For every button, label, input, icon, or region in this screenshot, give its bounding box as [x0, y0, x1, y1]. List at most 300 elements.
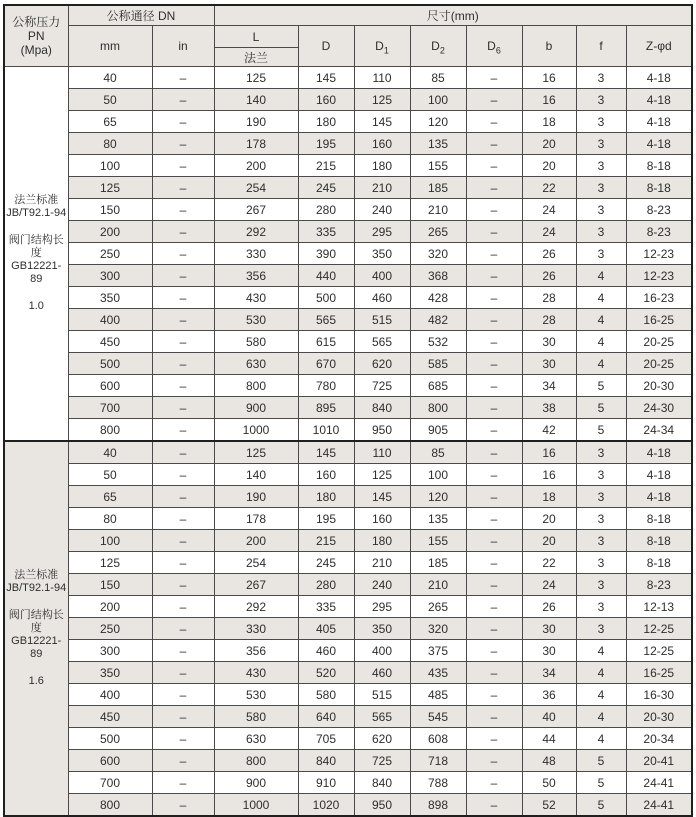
dimension-cell: 16-23	[626, 287, 692, 309]
dimension-cell: –	[152, 199, 214, 221]
dimension-cell: 545	[410, 706, 466, 728]
dimension-cell: –	[152, 530, 214, 552]
dimension-cell: 700	[68, 397, 152, 419]
dimension-cell: 895	[298, 397, 354, 419]
dimension-cell: 840	[354, 397, 410, 419]
dimension-cell: –	[466, 596, 522, 618]
dimension-cell: –	[152, 574, 214, 596]
dimension-cell: –	[152, 397, 214, 419]
dimension-cell: 20	[522, 530, 576, 552]
dimension-cell: –	[152, 111, 214, 133]
dimension-cell: 4	[576, 728, 626, 750]
dimension-cell: 3	[576, 221, 626, 243]
dimension-cell: 400	[354, 265, 410, 287]
dimension-cell: 840	[354, 772, 410, 794]
dimension-cell: 450	[68, 331, 152, 353]
dimension-cell: –	[466, 684, 522, 706]
dimension-cell: 292	[214, 596, 298, 618]
dimension-cell: 8-18	[626, 530, 692, 552]
dimension-cell: 195	[298, 508, 354, 530]
dimension-cell: 4-18	[626, 89, 692, 111]
dimension-cell: 100	[68, 155, 152, 177]
dimension-cell: 20	[522, 508, 576, 530]
dimension-cell: 375	[410, 640, 466, 662]
col-header-l: L	[214, 26, 298, 48]
dimension-cell: 390	[298, 243, 354, 265]
dimension-cell: 178	[214, 508, 298, 530]
dimension-cell: 400	[354, 640, 410, 662]
dimension-cell: –	[466, 133, 522, 155]
dimension-cell: 400	[68, 309, 152, 331]
dimension-cell: 335	[298, 221, 354, 243]
dimension-cell: 840	[298, 750, 354, 772]
dimension-cell: 8-23	[626, 221, 692, 243]
dimension-cell: 125	[354, 464, 410, 486]
dimension-cell: 125	[68, 552, 152, 574]
dimension-cell: 30	[522, 331, 576, 353]
dimension-cell: –	[152, 375, 214, 397]
dimension-cell: 22	[522, 177, 576, 199]
dimension-cell: 5	[576, 794, 626, 817]
dimension-cell: 900	[214, 397, 298, 419]
pressure-header-line: (Mpa)	[20, 43, 52, 57]
dimension-cell: 428	[410, 287, 466, 309]
dimension-cell: 24	[522, 574, 576, 596]
dimension-cell: 18	[522, 486, 576, 508]
dimension-cell: 3	[576, 486, 626, 508]
dimension-cell: 150	[68, 199, 152, 221]
dimension-cell: 26	[522, 243, 576, 265]
dimension-cell: 4	[576, 640, 626, 662]
dimension-cell: 4-18	[626, 464, 692, 486]
table-row	[4, 111, 692, 133]
table-row	[4, 574, 692, 596]
dimension-cell: –	[152, 243, 214, 265]
dimension-cell: 5	[576, 397, 626, 419]
dimension-cell: 145	[354, 486, 410, 508]
dimension-cell: –	[466, 530, 522, 552]
dimension-cell: 482	[410, 309, 466, 331]
dimension-cell: –	[152, 728, 214, 750]
table-row	[4, 441, 692, 464]
dimension-cell: 3	[576, 464, 626, 486]
dimension-cell: 3	[576, 530, 626, 552]
col-header-d2-main: D	[431, 39, 440, 53]
dimension-cell: 600	[68, 750, 152, 772]
dimension-cell: 20-25	[626, 353, 692, 375]
dimension-cell: 350	[354, 618, 410, 640]
dimension-cell: 350	[354, 243, 410, 265]
dimension-cell: 530	[214, 309, 298, 331]
dimension-cell: 16	[522, 441, 576, 464]
dimension-cell: 160	[298, 464, 354, 486]
dimension-cell: 50	[68, 89, 152, 111]
table-row	[4, 596, 692, 618]
dimension-cell: 405	[298, 618, 354, 640]
dimension-cell: 267	[214, 199, 298, 221]
dimension-cell: –	[152, 706, 214, 728]
dimension-cell: 190	[214, 486, 298, 508]
section-label-line: 阀门结构长度	[8, 609, 64, 634]
dimension-cell: 500	[68, 728, 152, 750]
dimension-cell: 950	[354, 419, 410, 442]
dimension-cell: –	[466, 794, 522, 817]
dimension-cell: 460	[354, 662, 410, 684]
dimension-cell: –	[466, 155, 522, 177]
col-header-mm: mm	[68, 26, 152, 67]
table-row	[4, 375, 692, 397]
dimension-cell: 20-30	[626, 706, 692, 728]
dimension-cell: 30	[522, 640, 576, 662]
table-row	[4, 177, 692, 199]
dimension-cell: 125	[214, 67, 298, 89]
dimension-cell: 210	[354, 177, 410, 199]
dimension-cell: 210	[410, 199, 466, 221]
col-header-d6-main: D	[487, 39, 496, 53]
table-row	[4, 772, 692, 794]
dimension-cell: –	[152, 419, 214, 442]
table-row	[4, 684, 692, 706]
dimension-cell: –	[466, 750, 522, 772]
dimension-cell: 110	[354, 441, 410, 464]
section-label-line: 1.6	[28, 675, 44, 687]
dimension-cell: 50	[68, 464, 152, 486]
dimension-cell: 135	[410, 133, 466, 155]
dimension-cell: 12-25	[626, 618, 692, 640]
dimension-cell: –	[152, 464, 214, 486]
dimension-cell: 435	[410, 662, 466, 684]
col-header-d6-sub: 6	[495, 45, 501, 56]
dimension-cell: 185	[410, 552, 466, 574]
table-row	[4, 750, 692, 772]
dimension-cell: –	[466, 706, 522, 728]
dimension-cell: 110	[354, 67, 410, 89]
dimension-cell: 80	[68, 133, 152, 155]
dimension-cell: 24-34	[626, 419, 692, 442]
dimension-cell: –	[152, 750, 214, 772]
dimension-cell: 250	[68, 243, 152, 265]
dimension-cell: 5	[576, 772, 626, 794]
dimension-cell: 5	[576, 419, 626, 442]
dimension-cell: 80	[68, 508, 152, 530]
table-row	[4, 353, 692, 375]
dimension-cell: 267	[214, 574, 298, 596]
dimension-cell: 280	[298, 574, 354, 596]
col-header-f: f	[576, 26, 626, 67]
dimension-cell: 356	[214, 640, 298, 662]
dimension-cell: 40	[522, 706, 576, 728]
dimension-cell: 705	[298, 728, 354, 750]
dimension-cell: 8-18	[626, 155, 692, 177]
col-header-d2-sub: 2	[439, 45, 445, 56]
dimension-cell: –	[152, 265, 214, 287]
dimension-cell: 1000	[214, 794, 298, 817]
dimension-cell: –	[466, 221, 522, 243]
dimension-cell: –	[466, 640, 522, 662]
dimension-cell: –	[466, 199, 522, 221]
dimension-cell: 160	[298, 89, 354, 111]
dimension-cell: 800	[68, 794, 152, 817]
table-row	[4, 508, 692, 530]
dimension-cell: 530	[214, 684, 298, 706]
dimension-cell: 8-23	[626, 199, 692, 221]
pressure-section-label	[4, 67, 68, 442]
dimension-cell: 30	[522, 353, 576, 375]
dimension-cell: –	[466, 508, 522, 530]
dimension-cell: 20	[522, 155, 576, 177]
dimension-cell: 320	[410, 618, 466, 640]
section-label-line: JB/T92.1-94	[6, 582, 67, 594]
dimension-cell: 254	[214, 552, 298, 574]
dimension-cell: 500	[68, 353, 152, 375]
dimension-cell: –	[152, 287, 214, 309]
dimension-cell: 16	[522, 89, 576, 111]
header-row-groups	[4, 5, 692, 26]
dimension-cell: 500	[298, 287, 354, 309]
col-header-d1-main: D	[375, 39, 384, 53]
section-label-line: 1.0	[28, 300, 44, 312]
section-label-line: 阀门结构长度	[8, 234, 64, 259]
dimension-cell: –	[466, 331, 522, 353]
dimension-cell: 44	[522, 728, 576, 750]
dimension-cell: 630	[214, 353, 298, 375]
dimension-cell: 245	[298, 552, 354, 574]
dimension-cell: 4-18	[626, 111, 692, 133]
dimension-cell: 3	[576, 618, 626, 640]
pressure-column-header	[4, 5, 68, 67]
dimension-cell: 155	[410, 155, 466, 177]
dimension-cell: 460	[354, 287, 410, 309]
dimension-cell: 280	[298, 199, 354, 221]
dimension-cell: 788	[410, 772, 466, 794]
dimension-cell: –	[152, 309, 214, 331]
dimension-cell: 8-23	[626, 574, 692, 596]
dimension-cell: 20-41	[626, 750, 692, 772]
dimension-cell: 16-25	[626, 309, 692, 331]
dimension-cell: 100	[68, 530, 152, 552]
dimension-cell: –	[152, 331, 214, 353]
dimension-cell: 515	[354, 684, 410, 706]
dimension-cell: 100	[410, 89, 466, 111]
dimension-cell: –	[466, 464, 522, 486]
dimension-cell: 12-25	[626, 640, 692, 662]
dimension-cell: 640	[298, 706, 354, 728]
flange-dimension-table	[3, 4, 693, 817]
col-header-d6	[466, 26, 522, 67]
dimension-cell: –	[466, 419, 522, 442]
table-row	[4, 419, 692, 442]
table-body	[4, 67, 692, 817]
dimension-cell: 4	[576, 684, 626, 706]
dimension-cell: 20-25	[626, 331, 692, 353]
dimension-cell: 26	[522, 596, 576, 618]
dimension-cell: –	[466, 111, 522, 133]
table-row	[4, 133, 692, 155]
dimension-cell: 4	[576, 662, 626, 684]
dimension-cell: 180	[298, 111, 354, 133]
dimension-cell: 12-13	[626, 596, 692, 618]
dimension-cell: 295	[354, 596, 410, 618]
table-row	[4, 89, 692, 111]
dimension-cell: 16-30	[626, 684, 692, 706]
dimension-cell: 620	[354, 728, 410, 750]
dimension-cell: 3	[576, 596, 626, 618]
dimension-cell: 16	[522, 67, 576, 89]
table-row	[4, 287, 692, 309]
dimension-cell: 430	[214, 287, 298, 309]
dimension-cell: 4-18	[626, 486, 692, 508]
pressure-header-line: PN	[27, 29, 45, 43]
dimension-cell: 330	[214, 243, 298, 265]
dimension-cell: 200	[214, 530, 298, 552]
dimension-cell: 180	[298, 486, 354, 508]
dimension-cell: 65	[68, 111, 152, 133]
dimension-cell: 3	[576, 441, 626, 464]
dimension-cell: –	[152, 155, 214, 177]
dimension-cell: 450	[68, 706, 152, 728]
table-row	[4, 155, 692, 177]
dimension-cell: 24-30	[626, 397, 692, 419]
dimension-cell: –	[152, 89, 214, 111]
dimension-cell: 200	[68, 221, 152, 243]
dimension-cell: 265	[410, 596, 466, 618]
dimension-cell: –	[152, 772, 214, 794]
dimension-cell: 4	[576, 706, 626, 728]
dimension-cell: 16	[522, 464, 576, 486]
dimension-cell: 1020	[298, 794, 354, 817]
dimension-cell: 532	[410, 331, 466, 353]
dimension-cell: 42	[522, 419, 576, 442]
dimension-cell: 800	[214, 750, 298, 772]
col-header-d1	[354, 26, 410, 67]
dimension-cell: 3	[576, 574, 626, 596]
dimension-cell: 3	[576, 552, 626, 574]
dimension-cell: 195	[298, 133, 354, 155]
dimension-cell: 580	[298, 684, 354, 706]
dimension-cell: 38	[522, 397, 576, 419]
dimension-cell: –	[466, 375, 522, 397]
dimension-cell: 320	[410, 243, 466, 265]
header-row-columns	[4, 26, 692, 48]
dimension-cell: 210	[410, 574, 466, 596]
dimension-cell: 585	[410, 353, 466, 375]
dimension-cell: 670	[298, 353, 354, 375]
pressure-section-label	[4, 441, 68, 816]
dimension-cell: 725	[354, 750, 410, 772]
dimension-cell: 150	[68, 574, 152, 596]
dimension-cell: –	[466, 772, 522, 794]
dimension-cell: 34	[522, 662, 576, 684]
table-row	[4, 486, 692, 508]
dimension-cell: –	[152, 441, 214, 464]
table-row	[4, 309, 692, 331]
dimension-cell: 295	[354, 221, 410, 243]
section-label-line: JB/T92.1-94	[6, 207, 67, 219]
dimension-cell: 135	[410, 508, 466, 530]
dimension-cell: 515	[354, 309, 410, 331]
dimension-cell: 356	[214, 265, 298, 287]
table-row	[4, 706, 692, 728]
dimension-cell: 4-18	[626, 67, 692, 89]
dimension-cell: 145	[354, 111, 410, 133]
dimension-cell: –	[466, 177, 522, 199]
table-row	[4, 464, 692, 486]
dimension-cell: 630	[214, 728, 298, 750]
table-row	[4, 530, 692, 552]
table-row	[4, 67, 692, 89]
table-row	[4, 199, 692, 221]
dimension-cell: 200	[68, 596, 152, 618]
dimension-cell: 48	[522, 750, 576, 772]
dimension-cell: 125	[68, 177, 152, 199]
dimension-cell: –	[152, 486, 214, 508]
dimension-cell: 145	[298, 67, 354, 89]
dimension-cell: –	[466, 486, 522, 508]
dimension-cell: 292	[214, 221, 298, 243]
dimension-cell: 1010	[298, 419, 354, 442]
dimension-cell: 40	[68, 441, 152, 464]
dimension-cell: 800	[410, 397, 466, 419]
dimension-cell: 615	[298, 331, 354, 353]
dimension-cell: 565	[354, 331, 410, 353]
dimension-cell: 12-23	[626, 265, 692, 287]
dimension-cell: –	[466, 89, 522, 111]
dimension-cell: 265	[410, 221, 466, 243]
dimension-cell: 580	[214, 331, 298, 353]
dimension-cell: 34	[522, 375, 576, 397]
dimension-cell: –	[152, 221, 214, 243]
col-header-d2	[410, 26, 466, 67]
dimension-cell: 3	[576, 199, 626, 221]
dimension-cell: 180	[354, 530, 410, 552]
dimension-cell: 368	[410, 265, 466, 287]
table-row	[4, 640, 692, 662]
dimension-cell: 800	[68, 419, 152, 442]
dimension-cell: 28	[522, 287, 576, 309]
dimension-cell: 160	[354, 133, 410, 155]
dimension-cell: –	[152, 67, 214, 89]
dimension-cell: 800	[214, 375, 298, 397]
dimension-cell: –	[152, 177, 214, 199]
dimension-cell: 24-41	[626, 794, 692, 817]
dimension-cell: 5	[576, 375, 626, 397]
dimension-cell: 440	[298, 265, 354, 287]
dimension-cell: 520	[298, 662, 354, 684]
dimension-cell: –	[466, 67, 522, 89]
dimension-cell: 28	[522, 309, 576, 331]
dimension-cell: 4	[576, 265, 626, 287]
dimension-cell: 160	[354, 508, 410, 530]
dimension-cell: –	[466, 574, 522, 596]
dimension-cell: –	[152, 684, 214, 706]
dimension-cell: 140	[214, 464, 298, 486]
section-label-line: 法兰标准	[14, 569, 59, 581]
dimension-cell: 300	[68, 640, 152, 662]
table-row	[4, 794, 692, 817]
dimension-cell: 50	[522, 772, 576, 794]
dimension-cell: 140	[214, 89, 298, 111]
dimension-cell: 18	[522, 111, 576, 133]
dimension-cell: –	[152, 662, 214, 684]
dimension-cell: 485	[410, 684, 466, 706]
dimension-cell: 400	[68, 684, 152, 706]
dimension-cell: 125	[214, 441, 298, 464]
col-header-l-flange: 法兰	[214, 48, 298, 67]
dimension-cell: 4	[576, 331, 626, 353]
dimension-cell: 330	[214, 618, 298, 640]
dimension-cell: 120	[410, 486, 466, 508]
dimension-cell: –	[152, 596, 214, 618]
